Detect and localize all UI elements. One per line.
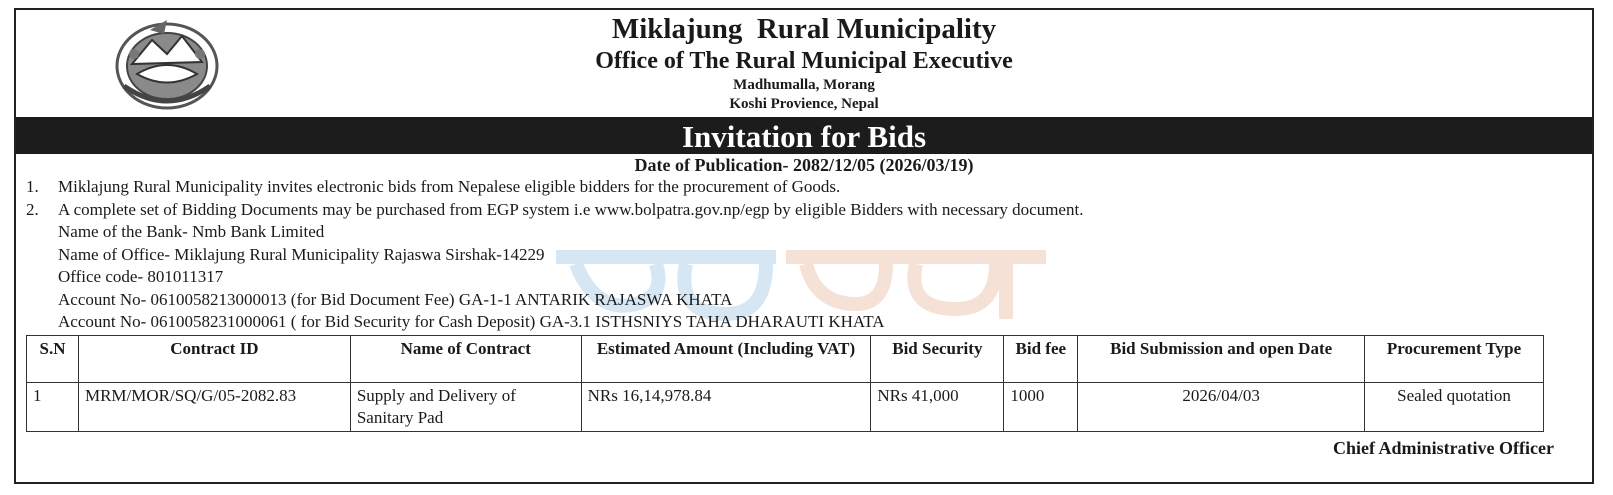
address-line-2: Koshi Provience, Nepal [729, 96, 879, 112]
cell-estimated-amount: NRs 16,14,978.84 [581, 383, 871, 432]
cell-serial: 1 [27, 383, 79, 432]
bank-name: Name of the Bank- Nmb Bank Limited [58, 222, 325, 241]
cell-procurement-type: Sealed quotation [1365, 383, 1544, 432]
office-code: Office code- 801011317 [58, 267, 224, 286]
column-header: Contract ID [78, 336, 350, 383]
address-line-1: Madhumalla, Morang [733, 77, 875, 93]
notice-body [26, 176, 1576, 334]
cell-bid-security: NRs 41,000 [871, 383, 1004, 432]
signature: Chief Administrative Officer [1333, 438, 1554, 458]
cell-contract-name: Supply and Delivery of Sanitary Pad [350, 383, 581, 432]
account-bid-security: Account No- 0610058231000061 ( for Bid Security for Cash Deposit) GA-3.1 ISTHSNIYS TAHA DHARAUTI KHATA [58, 312, 885, 331]
point-1: 1. Miklajung Rural Municipality invites electronic bids from Nepalese eligible bidders for the procurement of Goods. [26, 177, 841, 196]
municipality-title: Miklajung Rural Municipality [611, 13, 997, 45]
column-header: Estimated Amount (Including VAT) [581, 336, 871, 383]
account-bid-document-fee: Account No- 0610058213000013 (for Bid Document Fee) GA-1-1 ANTARIK RAJASWA KHATA [58, 289, 733, 309]
column-header: S.N [27, 336, 79, 383]
column-header: Bid Security [871, 336, 1004, 383]
cell-contract-id: MRM/MOR/SQ/G/05-2082.83 [78, 383, 350, 432]
header [16, 10, 1592, 117]
office-name: Name of Office- Miklajung Rural Municipality Rajaswa Sirshak-14229 [58, 244, 545, 264]
bid-table [26, 335, 1544, 432]
table-header-row [27, 336, 1544, 383]
cell-submission-date: 2026/04/03 [1078, 383, 1365, 432]
notice-frame [14, 8, 1594, 484]
table-row [27, 383, 1544, 432]
office-title: Office of The Rural Municipal Executive [595, 48, 1013, 74]
notice-heading: Invitation for Bids [16, 117, 1592, 154]
cell-bid-fee: 1000 [1004, 383, 1078, 432]
point-2: 2. A complete set of Bidding Documents may be purchased from EGP system i.e www.bolpatra.gov.np/egp by eligible Bidders with necessary document. [26, 199, 1084, 219]
column-header: Procurement Type [1365, 336, 1544, 383]
column-header: Bid fee [1004, 336, 1078, 383]
publication-date: Date of Publication- 2082/12/05 (2026/03/19) [634, 155, 974, 175]
column-header: Name of Contract [350, 336, 581, 383]
column-header: Bid Submission and open Date [1078, 336, 1365, 383]
